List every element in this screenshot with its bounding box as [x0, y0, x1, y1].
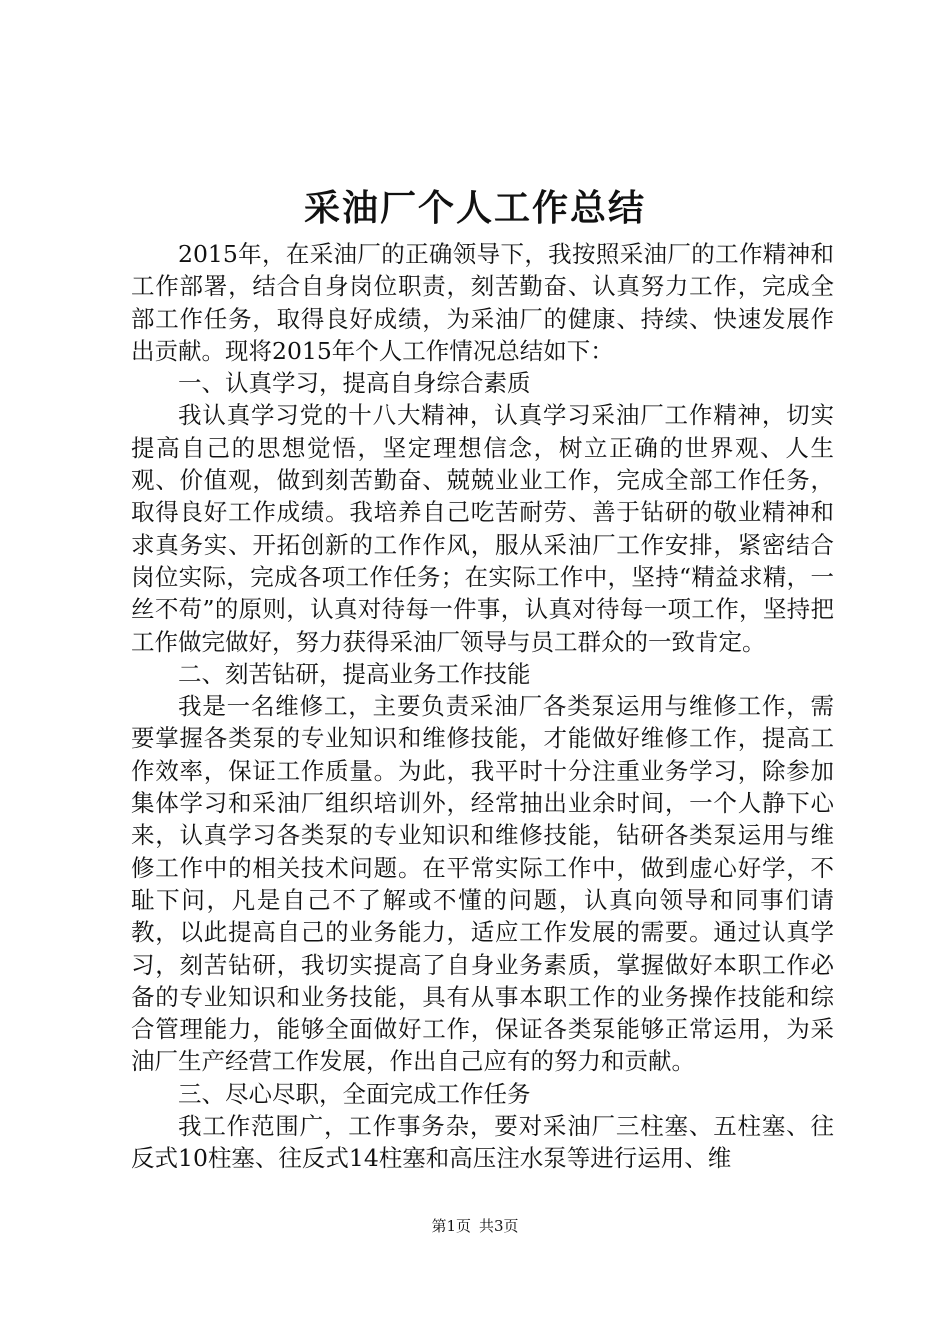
section-1-paragraph: 我认真学习党的十八大精神，认真学习采油厂工作精神，切实提高自己的思想觉悟，坚定理想信念，树立正确的世界观、人生观、价值观，做到刻苦勤奋、兢兢业业工作，完成全部工作任务，取得良好工作成绩。我培养自己吃苦耐劳、善于钻研的敬业精神和求真务实、开拓创新的工作作风，服从采油厂工作安排，紧密结合岗位实际，完成各项工作任务；在实际工作中，坚持“精益求精，一丝不苟”的原则，认真对待每一件事，认真对待每一项工作，坚持把工作做完做好，努力获得采油厂领导与员工群众的一致肯定。 — [131, 401, 834, 656]
section-heading-2: 二、刻苦钻研，提高业务工作技能 — [178, 659, 531, 688]
section-3-paragraph: 我工作范围广，工作事务杂，要对采油厂三柱塞、五柱塞、往反式10柱塞、往反式14柱塞和高压注水泵等进行运用、维 — [131, 1112, 834, 1173]
section-2-paragraph: 我是一名维修工，主要负责采油厂各类泵运用与维修工作，需要掌握各类泵的专业知识和维修技能，才能做好维修工作，提高工作效率，保证工作质量。为此，我平时十分注重业务学习，除参加集体学习和采油厂组织培训外，经常抽出业余时间，一个人静下心来，认真学习各类泵的专业知识和维修技能，钻研各类泵运用与维修工作中的相关技术问题。在平常实际工作中，做到虚心好学，不耻下问，凡是自己不了解或不懂的问题，认真向领导和同事们请教，以此提高自己的业务能力，适应工作发展的需要。通过认真学习，刻苦钻研，我切实提高了自身业务素质，掌握做好本职工作必备的专业知识和业务技能，具有从事本职工作的业务操作技能和综合管理能力，能够全面做好工作，保证各类泵能够正常运用，为采油厂生产经营工作发展，作出自己应有的努力和贡献。 — [131, 692, 834, 1076]
document-body — [131, 238, 834, 1175]
section-heading-3: 三、尽心尽职，全面完成工作任务 — [178, 1079, 531, 1108]
page-footer — [0, 1215, 950, 1237]
page-total: 共3页 — [479, 1217, 519, 1235]
intro-paragraph: 2015年，在采油厂的正确领导下，我按照采油厂的工作精神和工作部署，结合自身岗位职责，刻苦勤奋、认真努力工作，完成全部工作任务，取得良好成绩，为采油厂的健康、持续、快速发展作出贡献。现将2015年个人工作情况总结如下： — [131, 240, 834, 365]
document-title: 采油厂个人工作总结 — [303, 187, 646, 229]
page-number: 第1页 — [431, 1217, 471, 1235]
section-heading-1: 一、认真学习，提高自身综合素质 — [178, 369, 531, 398]
